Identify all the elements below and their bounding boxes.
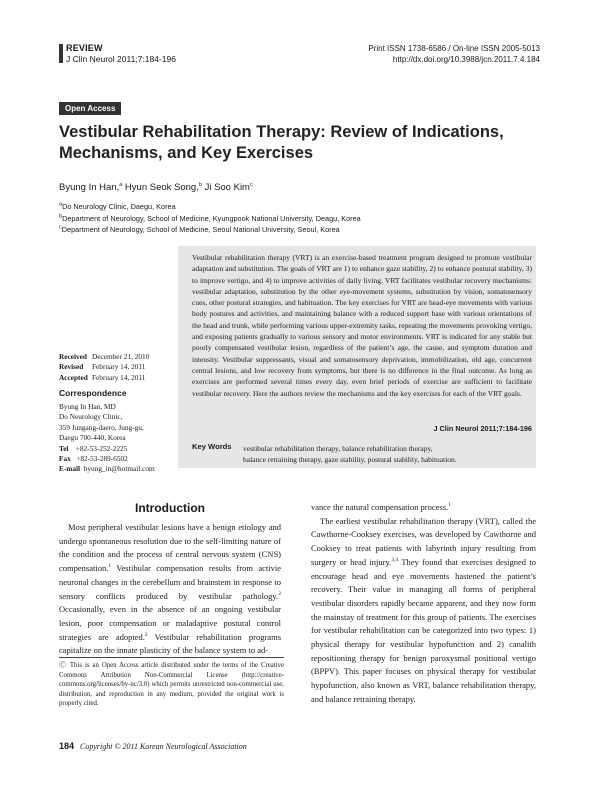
- date-value: February 14, 2011: [92, 372, 146, 382]
- fax-label: Fax: [59, 454, 71, 464]
- email-link[interactable]: byung_in@hotmail.com: [83, 464, 155, 474]
- journal-header: [66, 43, 176, 65]
- affiliation: $^a$Do Neurology Clinic, Daegu, Korea: [59, 201, 176, 211]
- body-column-right: [311, 501, 536, 707]
- paragraph: The earliest vestibular rehabilitation therapy (VRT), called the Cawthorne-Cooksey exercises, was developed by Cawthorne and Cooksey to treat patients with labyrinth injury resulting from surgery or head injury.$^{3,4}$ They found that exercises designed to encourage head and eye movements hastened the patient’s recovery. Their value in managing all forms of peripheral vestibular disorders rapidly became apparent, and they now form the mainstay of treatment for this group of patients. The exercises for vestibular rehabilitation can be categorized into two types: 1) physical therapy for vestibular hypofunction and 2) canalith repositioning therapy for benign paroxysmal positional vertigo (BPPV). This paper focuses on physical therapy for vestibular hypofunction, also known as VRT, balance rehabilitation therapy, and balance retraining therapy.: [311, 515, 536, 704]
- header-bar: [59, 44, 63, 63]
- correspondence-info: [59, 402, 171, 475]
- correspondence-heading: Correspondence: [59, 388, 127, 398]
- section-label: REVIEW: [66, 43, 103, 53]
- author: Ji Soo Kim: [204, 182, 250, 193]
- author: Hyun Seok Song,: [124, 182, 199, 193]
- keywords: [243, 443, 533, 465]
- license-footnote: Ⓒ This is an Open Access article distributed under the terms of the Creative Commons Attribution Non-Commercial License (http://creative-commons.org/licenses/by-nc/3.0) which permits unrestricted non-commercial use, distribution, and reproduction in any medium, provided the original work is properly cited.: [59, 662, 284, 707]
- abstract-citation: J Clin Neurol 2011;7:184-196: [433, 424, 532, 433]
- journal-citation: J Clin Neurol 2011;7:184-196: [66, 54, 176, 64]
- author-list: [59, 182, 253, 193]
- doi-link[interactable]: http://dx.doi.org/10.3988/jcn.2011.7.4.184: [392, 55, 540, 64]
- paragraph: vance the natural compensation process.$^1$: [311, 502, 451, 512]
- affiliation: $^c$Department of Neurology, School of Medicine, Seoul National University, Seoul, Korea: [59, 224, 340, 234]
- page-number: 184: [59, 741, 75, 751]
- article-title: [59, 122, 519, 164]
- tel-label: Tel: [59, 443, 69, 453]
- date-label: Accepted: [59, 372, 88, 382]
- paragraph: Most peripheral vestibular lesions have a benign etiology and undergo spontaneous resolution due to the self-limiting nature of the condition and the process of central nervous system (CNS) compensation.$^1$ Vestibular compensation results from activie neuronal changes in the cerebellum and brainstem in response to sensory conflicts produced by vestibular pathology.$^2$ Occasionally, even in the absence of an ongoing vestibular lesion, poor compensation or maladaptive postural control strategies are adopted.$^2$ Vestibular rehabilitation programs capitalize on the innate plasticity of the balance system to ad-: [59, 522, 282, 656]
- copyright: Copyright © 2011 Korean Neurological Association: [80, 742, 247, 751]
- date-value: February 14, 2011: [92, 362, 146, 372]
- keywords-label: Key Words: [192, 442, 232, 451]
- open-access-badge: Open Access: [59, 102, 121, 115]
- article-dates: [59, 352, 171, 383]
- body-column-left: [59, 521, 281, 658]
- date-value: December 21, 2010: [92, 352, 150, 361]
- tel-value: +82-53-252-2225: [75, 443, 128, 453]
- affiliation: $^b$Department of Neurology, School of Medicine, Kyungpook National University, Deagu, Korea: [59, 213, 361, 223]
- issn: Print ISSN 1738-6586 / On-line ISSN 2005-5013: [368, 44, 540, 53]
- corr-line: Byung In Han, MD: [59, 402, 116, 411]
- author-affil-mark: b: [198, 181, 202, 188]
- footnote-divider: [59, 657, 284, 658]
- page-footer: [59, 741, 247, 751]
- corr-line: Do Neurology Clinic,: [59, 412, 123, 422]
- affiliations: [59, 201, 361, 236]
- title-line-2: Mechanisms, and Key Exercises: [59, 144, 314, 162]
- author: Byung In Han,: [59, 182, 120, 193]
- author-affil-mark: c: [249, 181, 253, 188]
- email-label: E-mail: [59, 464, 81, 474]
- corr-line: 359 Jungang-daero, Jung-gu,: [59, 422, 144, 432]
- corr-line: Daegu 700-440, Korea: [59, 433, 126, 443]
- fax-value: +82-53-289-6502: [76, 454, 128, 464]
- date-label: Received: [59, 352, 87, 361]
- section-heading-introduction: Introduction: [135, 501, 205, 515]
- issn-header: [368, 43, 540, 65]
- title-line-1: Vestibular Rehabilitation Therapy: Review of Indications,: [59, 123, 504, 141]
- author-affil-mark: a: [119, 181, 123, 188]
- abstract-text: Vestibular rehabilitation therapy (VRT) is an exercise-based treatment program designed to promote vestibular adaptation and substitution. The goals of VRT are 1) to enhance gaze stability, 2) to enhance postural stability, 3) to improve vertigo, and 4) to improve activities of daily living. VRT facilitates vestibular recovery mechanisms: vestibular adaptation, substitution by the other eye-movement systems, substitution by vision, somatosensory cues, other postural strategies, and habituation. The key exercises for VRT are head-eye movements with various body postures and activities, and maintaining balance with a reduced support base with various orientations of the head and trunk, while performing various upper-extremity tasks, repeating the movements provoking vertigo, and exposing patients gradually to various sensory and motor environments. VRT is indicated for any stable but poorly compensated vestibular lesion, regardless of the patient’s age, the cause, and symptom duration and intensity. Vestibular suppressants, visual and somatosensory deprivation, immobilization, old age, concurrent central lesions, and low recovery from symptoms, but there is no difference in the final outcome. As long as exercises are performed several times every day, even brief periods of exercise are sufficient to facilitate vestibular recovery. Here the authors review the mechanisms and the key exercises for each of the VRT goals.: [192, 253, 532, 398]
- cc-icon: Ⓒ: [59, 662, 68, 669]
- date-label: Revised: [59, 362, 84, 372]
- keywords-line: balance retraining therapy, gaze stability, postural stability, habituation.: [243, 455, 457, 465]
- keywords-line: vestibular rehabilitation therapy, balance rehabilitation therapy,: [243, 444, 433, 453]
